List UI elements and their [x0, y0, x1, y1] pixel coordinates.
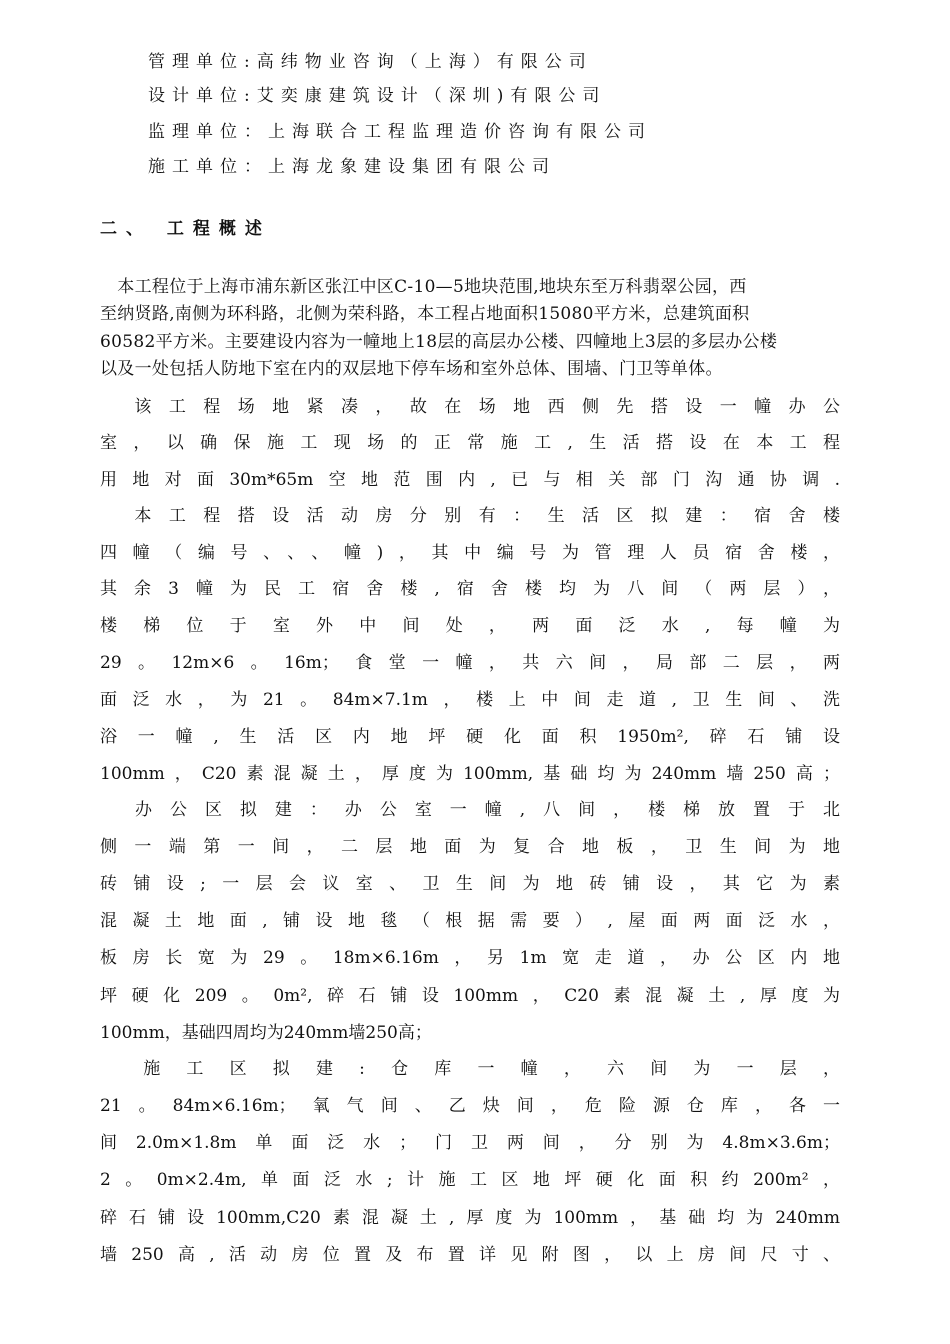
- paragraph-line: 碎石铺设100mm,C20素混凝土,厚度为100mm，基础均为240mm: [100, 1208, 840, 1228]
- paragraph-line: 浴一幢,生活区内地坪硬化面积1950m²,碎石铺设: [100, 727, 840, 747]
- management-unit: 管理单位:高纬物业咨询（上海）有限公司: [148, 52, 593, 72]
- paragraph-line: 砖铺设;一层会议室、卫生间为地砖铺设，其它为素: [100, 874, 840, 894]
- paragraph-line: 2。0m×2.4m,单面泛水;计施工区地坪硬化面积约200m²，: [100, 1170, 840, 1190]
- paragraph-line: 坪硬化209。0m²,碎石铺设100mm，C20素混凝土,厚度为: [100, 986, 840, 1006]
- paragraph-line: 室，以确保施工现场的正常施工,生活搭设在本工程: [100, 433, 840, 453]
- paragraph-line: 施工区拟建:仓库一幢，六间为一层，: [100, 1059, 840, 1079]
- paragraph-line: 板房长宽为29。18m×6.16m，另1m宽走道，办公区内地: [100, 948, 840, 968]
- paragraph-line: 至纳贤路,南侧为环科路，北侧为荣科路，本工程占地面积15080平方米，总建筑面积: [100, 304, 750, 324]
- paragraph-line: 四幢（编号、、、幢)，其中编号为管理人员宿舍楼，: [100, 543, 840, 563]
- paragraph-line: 其余3幢为民工宿舍楼,宿舍楼均为八间（两层），: [100, 579, 840, 599]
- paragraph-line: 面泛水，为21。84m×7.1m，楼上中间走道,卫生间、洗: [100, 690, 840, 710]
- paragraph-line: 100mm，基础四周均为240mm墙250高；: [100, 1023, 432, 1043]
- paragraph-line: 本工程搭设活动房分别有：生活区拟建：宿舍楼: [100, 506, 840, 526]
- paragraph-line: 本工程位于上海市浦东新区张江中区C-10—5地块范围,地块东至万科翡翠公园，西: [100, 277, 747, 297]
- supervision-unit: 监理单位：上海联合工程监理造价咨询有限公司: [148, 122, 652, 142]
- design-unit: 设计单位:艾奕康建筑设计（深圳)有限公司: [148, 86, 607, 106]
- paragraph-line: 29。12m×6。16m；食堂一幢，共六间，局部二层，两: [100, 653, 840, 673]
- paragraph-line: 用地对面30m*65m空地范围内,已与相关部门沟通协调.: [100, 470, 840, 490]
- paragraph-line: 以及一处包括人防地下室在内的双层地下停车场和室外总体、围墙、门卫等单体。: [100, 359, 723, 379]
- construction-unit: 施工单位：上海龙象建设集团有限公司: [148, 157, 556, 177]
- paragraph-line: 21。84m×6.16m；氧气间、乙炔间，危险源仓库，各一: [100, 1096, 840, 1116]
- section-title: 二、 工程概述: [100, 219, 271, 239]
- paragraph-line: 100mm，C20素混凝土，厚度为100mm,基础均为240mm墙250高；: [100, 764, 840, 784]
- paragraph-line: 楼梯位于室外中间处，两面泛水,每幢为: [100, 616, 840, 636]
- paragraph-line: 该工程场地紧凑，故在场地西侧先搭设一幢办公: [100, 397, 840, 417]
- paragraph-line: 侧一端第一间，二层地面为复合地板，卫生间为地: [100, 837, 840, 857]
- paragraph-line: 墙250高,活动房位置及布置详见附图，以上房间尺寸、: [100, 1245, 840, 1265]
- paragraph-line: 60582平方米。主要建设内容为一幢地上18层的高层办公楼、四幢地上3层的多层办公楼: [100, 332, 778, 352]
- paragraph-line: 办公区拟建：办公室一幢,八间，楼梯放置于北: [100, 800, 840, 820]
- paragraph-line: 间2.0m×1.8m单面泛水；门卫两间，分别为4.8m×3.6m；: [100, 1133, 840, 1153]
- paragraph-line: 混凝土地面,铺设地毯（根据需要）,屋面两面泛水，: [100, 911, 840, 931]
